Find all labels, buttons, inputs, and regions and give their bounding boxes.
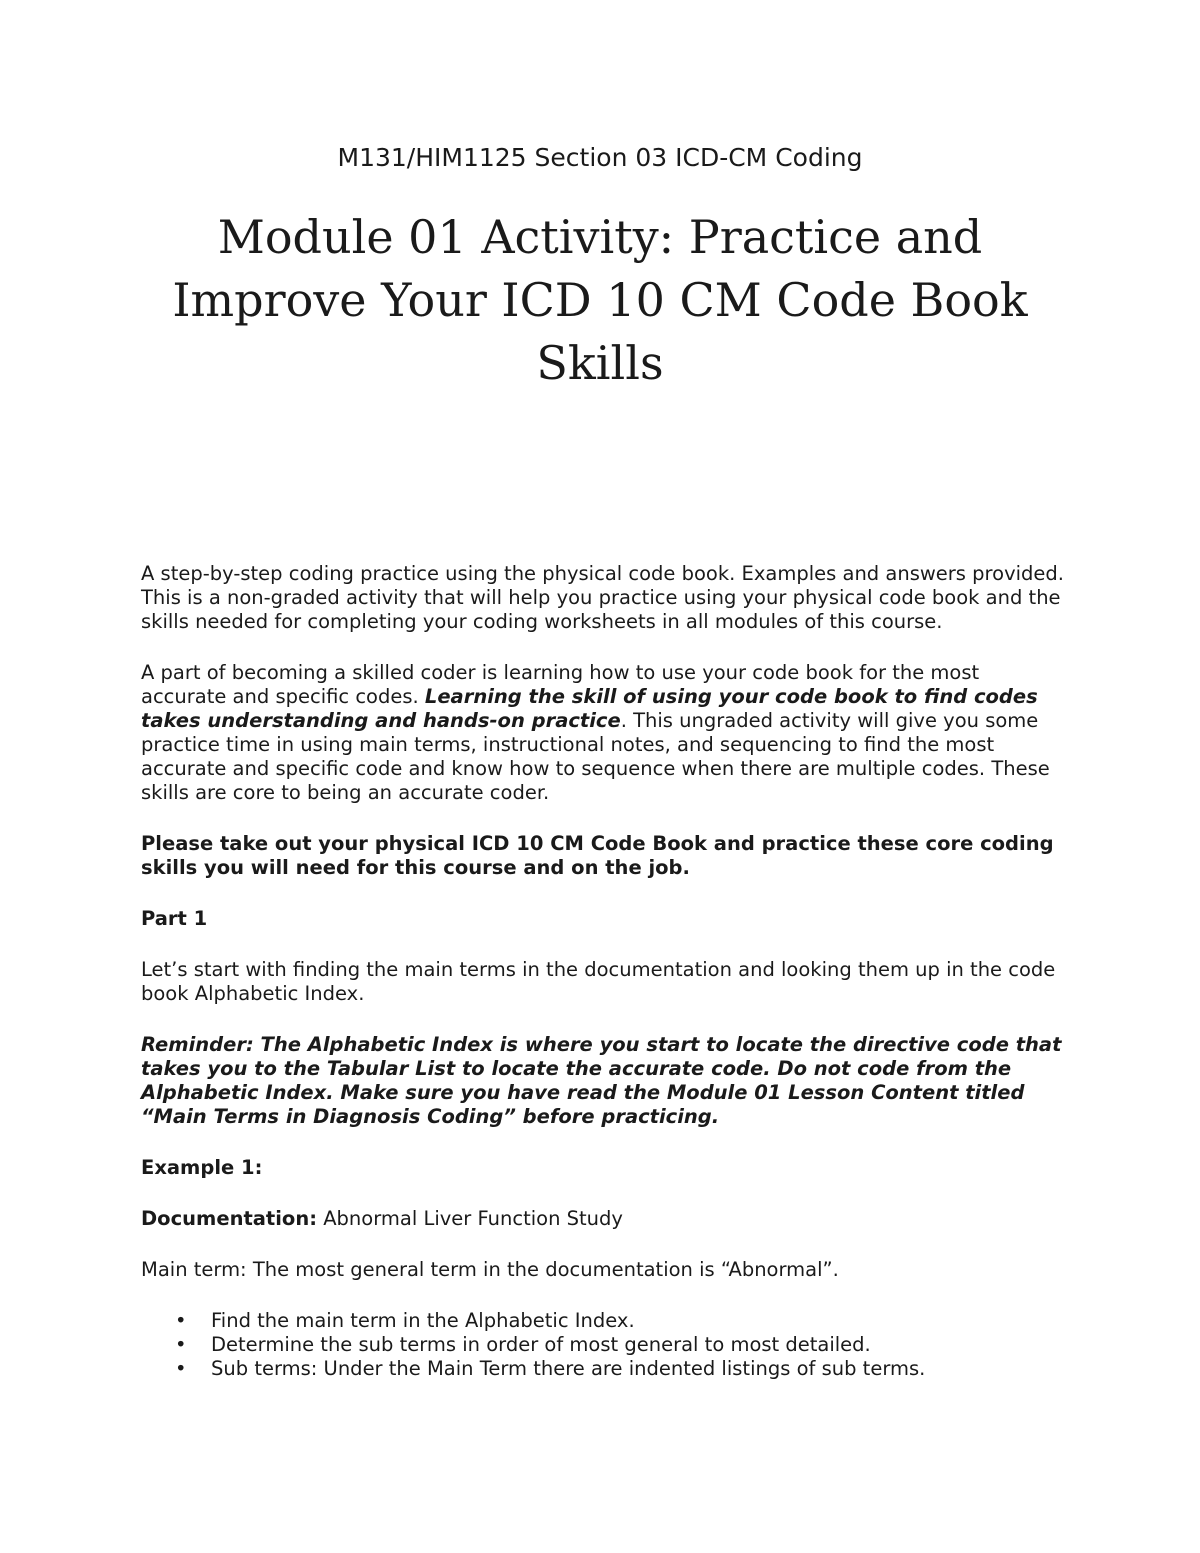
documentation-value: Abnormal Liver Function Study — [317, 1207, 623, 1230]
part-1-intro: Let’s start with finding the main terms in the documentation and looking them up in the code book Alphabetic Index. — [141, 958, 1056, 1005]
documentation-line — [141, 1207, 1066, 1231]
skills-paragraph-emphasis: Learning the skill of using your code book to find codes takes understanding and hands-on practice — [141, 685, 1038, 732]
example-1-heading: Example 1: — [141, 1156, 263, 1179]
skills-paragraph-start: A part of becoming a skilled coder is learning how to use your code book for the most accurate and specific codes. — [141, 661, 980, 708]
list-item — [141, 1309, 1066, 1333]
steps-list — [141, 1309, 1066, 1381]
skills-paragraph-end: . This ungraded activity will give you some practice time in using main terms, instructional notes, and sequencing to find the most accurate and specific code and know how to sequence when there are multiple codes. These skills are core to being an accurate coder. — [141, 709, 1050, 804]
bullet-icon: • — [175, 1357, 187, 1380]
course-line: M131/HIM1125 Section 03 ICD-CM Coding — [337, 143, 863, 172]
list-item-text: Determine the sub terms in order of most general to most detailed. — [211, 1333, 871, 1356]
reminder-note: Reminder: The Alphabetic Index is where you start to locate the directive code that takes you to the Tabular List to locate the accurate code. Do not code from the Alphabetic Index. Make sure you have read the Module 01 Lesson Content titled “Main Terms in Diagnosis Coding” before practicing. — [141, 1033, 1062, 1128]
list-item — [141, 1357, 1066, 1381]
list-item — [141, 1333, 1066, 1357]
list-item-text: Sub terms: Under the Main Term there are indented listings of sub terms. — [211, 1357, 926, 1380]
documentation-label: Documentation: — [141, 1207, 318, 1230]
part-1-heading: Part 1 — [141, 907, 208, 930]
skills-paragraph — [141, 661, 1066, 805]
list-item-text: Find the main term in the Alphabetic Index. — [211, 1309, 635, 1332]
document-body — [141, 562, 1066, 1381]
bullet-icon: • — [175, 1333, 187, 1356]
intro-paragraph: A step-by-step coding practice using the physical code book. Examples and answers provided. This is a non-graded activity that will help you practice using your physical code book and the skills needed for completing your coding worksheets in all modules of this course. — [141, 562, 1064, 633]
code-book-instruction: Please take out your physical ICD 10 CM Code Book and practice these core coding skills you will need for this course and on the job. — [141, 832, 1054, 879]
document-title: Module 01 Activity: Practice and Improve Your ICD 10 CM Code Book Skills — [172, 210, 1028, 390]
bullet-icon: • — [175, 1309, 187, 1332]
main-term-line: Main term: The most general term in the documentation is “Abnormal”. — [141, 1258, 839, 1281]
